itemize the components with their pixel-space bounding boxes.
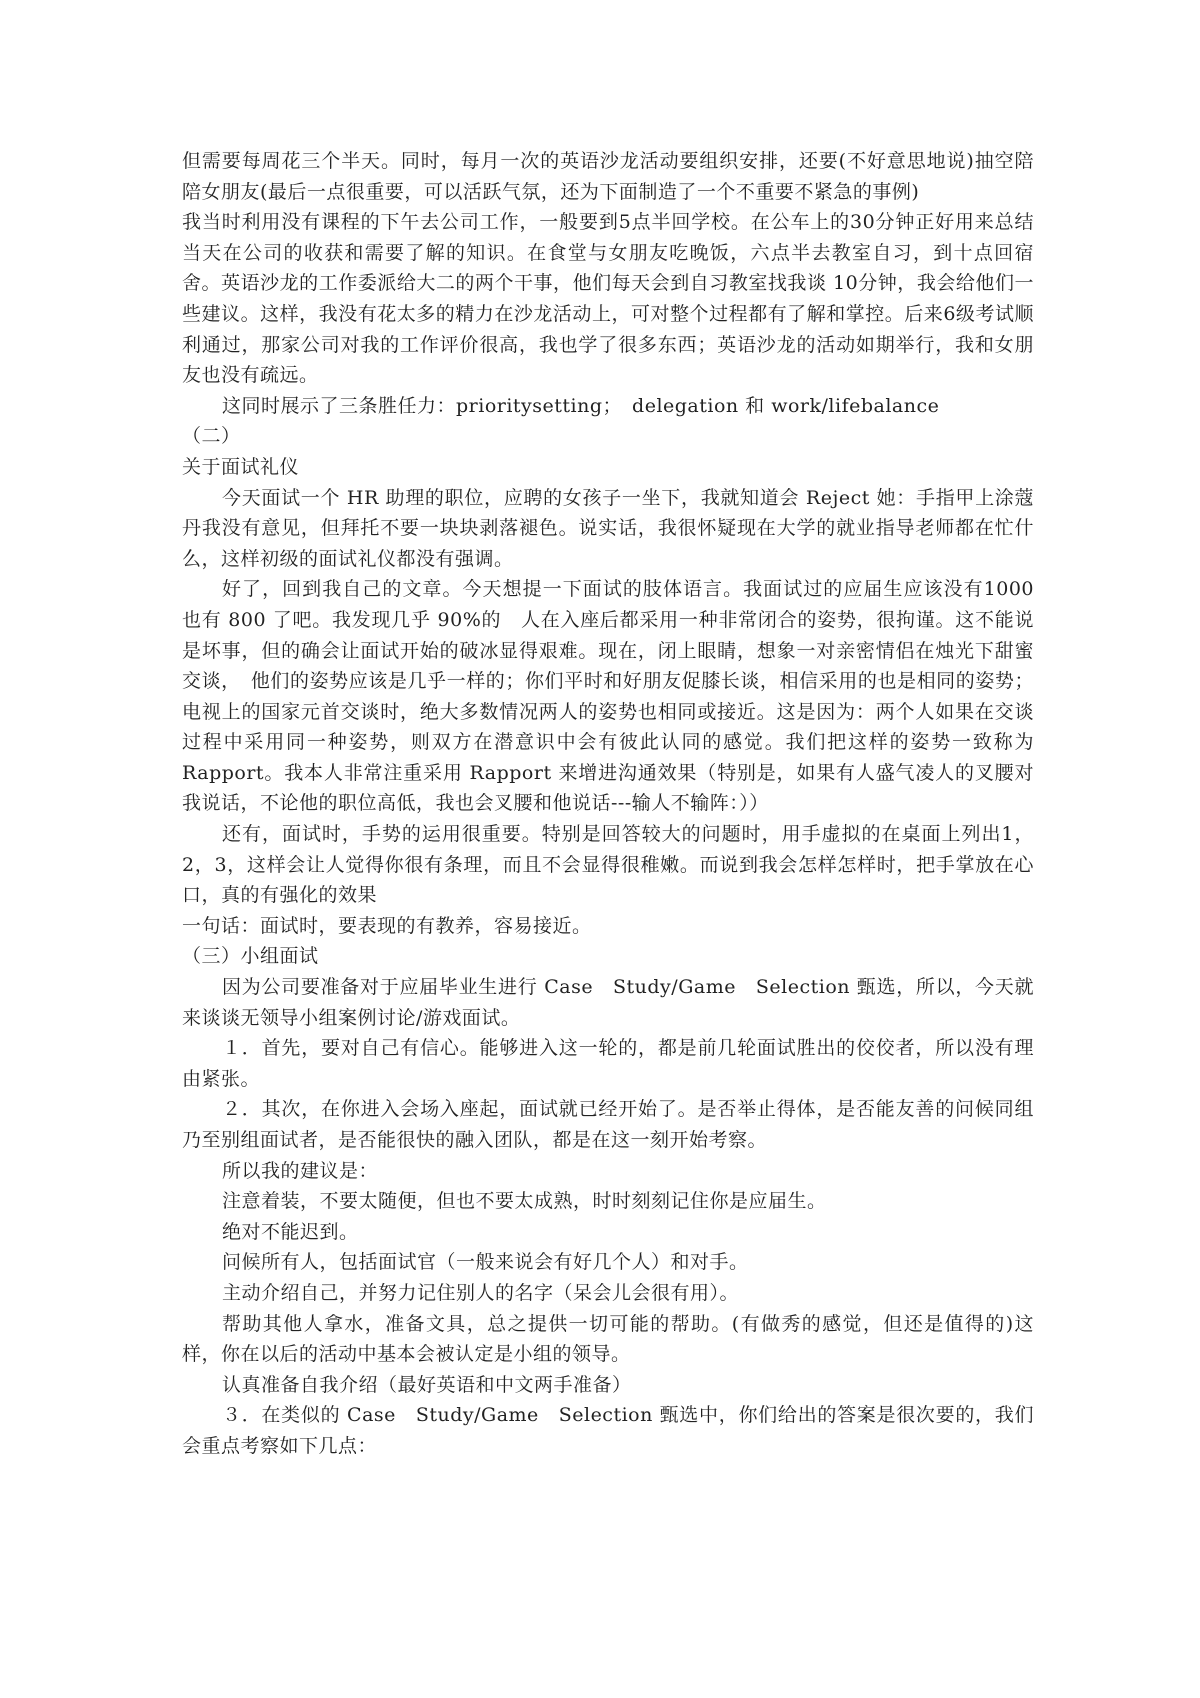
paragraph-7: 好了，回到我自己的文章。今天想提一下面试的肢体语言。我面试过的应届生应该没有1000 也有 800 了吧。我发现几乎 90%的 人在入座后都采用一种非常闭合的姿势，很拘谨。这不能说是坏事，但的确会让面试开始的破冰显得艰难。现在，闭上眼睛，想象一对亲密情侣在烛光下甜蜜交谈， 他们的姿势应该是几乎一样的；你们平时和好朋友促膝长谈，相信采用的也是相同的姿势；电视上的国家元首交谈时，绝大多数情况两人的姿势也相同或接近。这是因为：两个人如果在交谈过程中采用同一种姿势，则双方在潜意识中会有彼此认同的感觉。我们把这样的姿势一致称为 Rapport。我本人非常注重采用 Rapport 来增进沟通效果（特别是，如果有人盛气凌人的叉腰对我说话，不论他的职位高低，我也会叉腰和他说话---输人不输阵：）） [182,578,1034,815]
paragraph-8: 还有，面试时，手势的运用很重要。特别是回答较大的问题时，用手虚拟的在桌面上列出1，2，3，这样会让人觉得你很有条理，而且不会显得很稚嫩。而说到我会怎样怎样时，把手掌放在心口，真的有强化的效果 [182,823,1034,907]
paragraph-11: 因为公司要准备对于应届毕业生进行 Case Study/Game Selection 甄选，所以，今天就来谈谈无领导小组案例讨论/游戏面试。 [182,976,1034,1029]
paragraph-12: １．首先，要对自己有信心。能够进入这一轮的，都是前几轮面试胜出的佼佼者，所以没有理由紧张。 [182,1037,1034,1090]
paragraph-17: 问候所有人，包括面试官（一般来说会有好几个人）和对手。 [222,1251,749,1274]
paragraph-13: ２．其次，在你进入会场入座起，面试就已经开始了。是否举止得体，是否能友善的问候同组乃至别组面试者，是否能很快的融入团队，都是在这一刻开始考察。 [182,1098,1034,1151]
document-page [182,146,1034,1462]
paragraph-2: 我当时利用没有课程的下午去公司工作，一般要到5点半回学校。在公车上的30分钟正好用来总结当天在公司的收获和需要了解的知识。在食堂与女朋友吃晚饭，六点半去教室自习，到十点回宿舍。英语沙龙的工作委派给大二的两个干事，他们每天会到自习教室找我谈 10分钟，我会给他们一些建议。这样，我没有花太多的精力在沙龙活动上，可对整个过程都有了解和掌控。后来6级考试顺利通过，那家公司对我的工作评价很高，我也学了很多东西；英语沙龙的活动如期举行，我和女朋友也没有疏远。 [182,211,1034,387]
paragraph-16: 绝对不能迟到。 [222,1220,359,1243]
paragraph-3: 这同时展示了三条胜任力：prioritysetting； delegation 和 work/lifebalance [222,394,940,417]
paragraph-1: 但需要每周花三个半天。同时，每月一次的英语沙龙活动要组织安排，还要(不好意思地说)抽空陪陪女朋友(最后一点很重要，可以活跃气氛，还为下面制造了一个不重要不紧急的事例) [182,150,1034,203]
paragraph-9: 一句话：面试时，要表现的有教养，容易接近。 [182,914,592,937]
paragraph-14: 所以我的建议是： [222,1159,379,1182]
section-number-2: （二） [182,425,241,448]
paragraph-19: 帮助其他人拿水，准备文具，总之提供一切可能的帮助。(有做秀的感觉，但还是值得的)这样，你在以后的活动中基本会被认定是小组的领导。 [182,1312,1034,1366]
paragraph-21: ３．在类似的 Case Study/Game Selection 甄选中，你们给出的答案是很次要的，我们会重点考察如下几点： [182,1404,1034,1457]
paragraph-6: 今天面试一个 HR 助理的职位，应聘的女孩子一坐下，我就知道会 Reject 她：手指甲上涂蔻丹我没有意见，但拜托不要一块块剥落褪色。说实话，我很怀疑现在大学的就业指导老师都在忙什么，这样初级的面试礼仪都没有强调。 [182,486,1034,570]
section-heading-etiquette: 关于面试礼仪 [182,455,300,478]
paragraph-20: 认真准备自我介绍（最好英语和中文两手准备） [222,1373,632,1396]
section-heading-group-interview: （三）小组面试 [182,945,319,968]
paragraph-18: 主动介绍自己，并努力记住别人的名字（呆会儿会很有用）。 [222,1281,740,1304]
paragraph-15: 注意着装，不要太随便，但也不要太成熟，时时刻刻记住你是应届生。 [222,1190,827,1213]
